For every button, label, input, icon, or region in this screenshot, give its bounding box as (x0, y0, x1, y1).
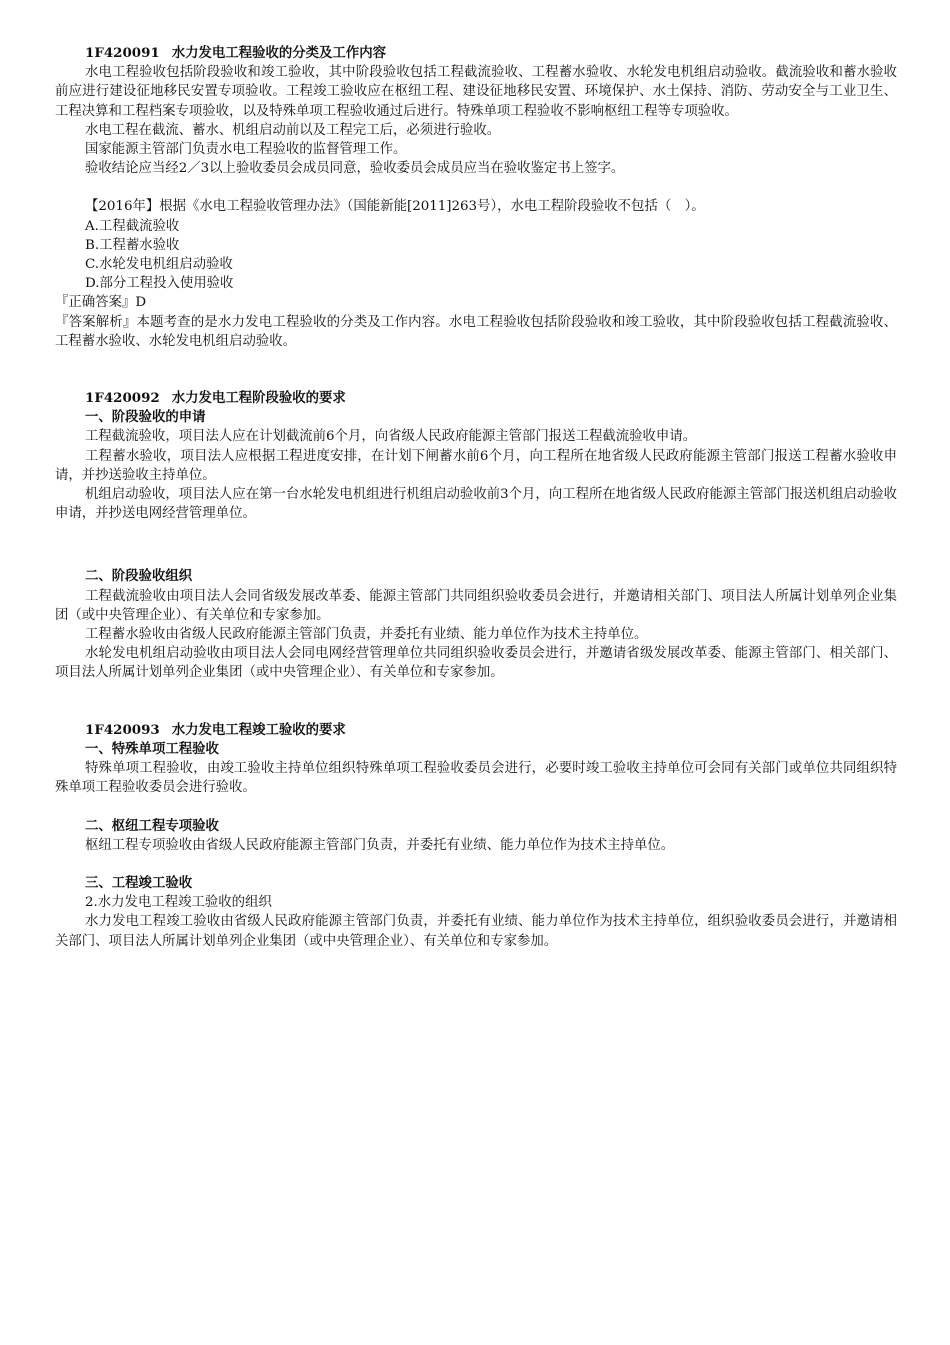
paragraph: 水电工程在截流、蓄水、机组启动前以及工程完工后，必须进行验收。 (85, 122, 501, 138)
paragraph: 验收结论应当经2／3以上验收委员会成员同意，验收委员会成员应当在验收鉴定书上签字。 (85, 161, 625, 177)
subheading-stage-application: 一、阶段验收的申请 (85, 409, 206, 426)
paragraph: 工程蓄水验收，项目法人应根据工程进度安排，在计划下闸蓄水前6个月，向工程所在地省级人民政府能源主管部门报送工程蓄水验收申请，并抄送验收主持单位。 (55, 448, 897, 483)
question-option-c: C.水轮发电机组启动验收 (85, 257, 233, 273)
paragraph: 水电工程验收包括阶段验收和竣工验收，其中阶段验收包括工程截流验收、工程蓄水验收、水轮发电机组启动验收。截流验收和蓄水验收前应进行建设征地移民安置专项验收。工程竣工验收应在枢纽工程、建设征地移民安置、环境保护、水土保持、消防、劳动安全与工业卫生、工程决算和工程档案专项验收，以及特殊单项工程验收通过后进行。特殊单项工程验收不影响枢纽工程等专项验收。 (55, 65, 897, 119)
question-option-b: B.工程蓄水验收 (85, 237, 180, 253)
subheading-special-project: 一、特殊单项工程验收 (85, 740, 219, 757)
section-heading-1f420091 (55, 44, 897, 63)
paragraph: 工程截流验收，项目法人应在计划截流前6个月，向省级人民政府能源主管部门报送工程截流验收申请。 (85, 429, 697, 445)
paragraph: 枢纽工程专项验收由省级人民政府能源主管部门负责，并委托有业绩、能力单位作为技术主持单位。 (85, 837, 675, 853)
section-heading-1f420093 (55, 721, 897, 740)
correct-answer: 『正确答案』D (55, 295, 147, 311)
subheading-stage-organization: 二、阶段验收组织 (85, 568, 193, 585)
paragraph: 国家能源主管部门负责水电工程验收的监督管理工作。 (85, 142, 407, 158)
spacer (55, 683, 897, 721)
section-title: 水力发电工程验收的分类及工作内容 (171, 45, 386, 61)
section-code: 1F420093 (85, 721, 160, 738)
section-title: 水力发电工程竣工验收的要求 (171, 721, 346, 738)
spacer (55, 523, 897, 567)
section-heading-1f420092 (55, 389, 897, 408)
answer-analysis: 『答案解析』本题考查的是水力发电工程验收的分类及工作内容。水电工程验收包括阶段验收和竣工验收，其中阶段验收包括工程截流验收、工程蓄水验收、水轮发电机组启动验收。 (55, 314, 897, 349)
document-page (55, 44, 897, 951)
question-option-a: A.工程截流验收 (85, 218, 180, 234)
question-stem: 【2016年】根据《水电工程验收管理办法》（国能新能[2011]263号），水电工程阶段验收不包括（ ）。 (85, 199, 705, 215)
paragraph: 水轮发电机组启动验收由项目法人会同电网经营管理单位共同组织验收委员会进行，并邀请省级发展改革委、能源主管部门、相关部门、项目法人所属计划单列企业集团（或中央管理企业）、有关单位和专家参加。 (55, 646, 897, 681)
spacer (55, 178, 897, 197)
spacer (55, 855, 897, 874)
section-code: 1F420091 (85, 45, 160, 61)
subheading-hub-project: 二、枢纽工程专项验收 (85, 817, 219, 834)
list-item: 2.水力发电工程竣工验收的组织 (85, 895, 272, 911)
spacer (55, 351, 897, 389)
paragraph: 机组启动验收，项目法人应在第一台水轮发电机组进行机组启动验收前3个月，向工程所在地省级人民政府能源主管部门报送机组启动验收申请，并抄送电网经营管理单位。 (55, 487, 897, 522)
paragraph: 工程蓄水验收由省级人民政府能源主管部门负责，并委托有业绩、能力单位作为技术主持单位。 (85, 627, 648, 643)
paragraph: 工程截流验收由项目法人会同省级发展改革委、能源主管部门共同组织验收委员会进行，并邀请相关部门、项目法人所属计划单列企业集团（或中央管理企业）、有关单位和专家参加。 (55, 588, 897, 623)
paragraph: 水力发电工程竣工验收由省级人民政府能源主管部门负责，并委托有业绩、能力单位作为技术主持单位，组织验收委员会进行，并邀请相关部门、项目法人所属计划单列企业集团（或中央管理企业）、有关单位和专家参加。 (55, 914, 897, 949)
paragraph: 特殊单项工程验收，由竣工验收主持单位组织特殊单项工程验收委员会进行，必要时竣工验收主持单位可会同有关部门或单位共同组织特殊单项工程验收委员会进行验收。 (55, 761, 897, 796)
question-option-d: D.部分工程投入使用验收 (85, 276, 234, 292)
section-title: 水力发电工程阶段验收的要求 (171, 390, 346, 407)
section-code: 1F420092 (85, 390, 160, 407)
subheading-completion: 三、工程竣工验收 (85, 874, 193, 891)
spacer (55, 798, 897, 817)
